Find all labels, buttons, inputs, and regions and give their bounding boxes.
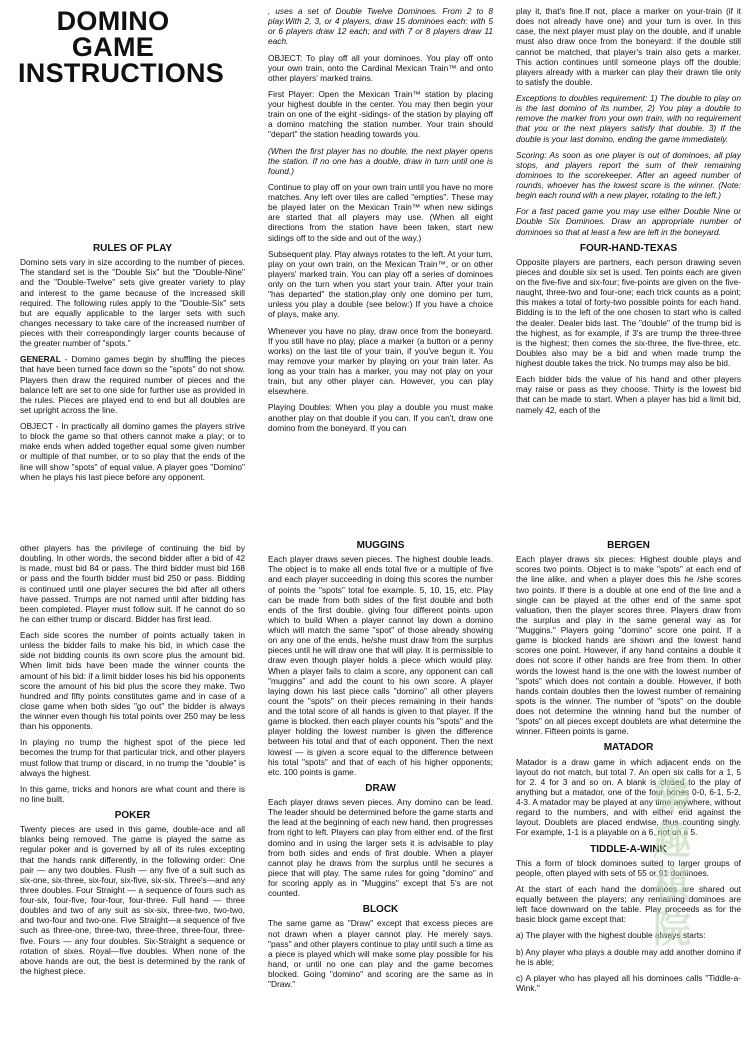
section-heading: MATADOR bbox=[603, 742, 654, 754]
watermark-stamp bbox=[648, 775, 696, 951]
paragraph: other players has the privilege of continuing the bid by doubling. In other words, the second bidder after a bid of 42 is made, must bid 84 or pass. The third bidder must bid 168 or pass and the fourth bidder must bid 250 or pass. Bidding is continued until one player secures the bid after all others have passed. Trumps are not named until after bidding has been completed. Player must follow suit. If he cannot do so he can either trump or discard. Bidder has first lead. bbox=[20, 543, 245, 624]
general-label: GENERAL bbox=[20, 354, 61, 365]
paragraph: Whenever you have no play, draw once from the boneyard. If you still have no play, place a marker (a button or a penny works) on the last tile of your train, if you've begun it. You may remove your marker by playing on your train later. As long as your train has a marker, you may not play on your train, but any other player can. However, you can play elsewhere. bbox=[268, 325, 493, 397]
section-heading: DRAW bbox=[365, 782, 396, 794]
title-line: GAME bbox=[71, 32, 155, 62]
paragraph: Domino sets vary in size according to the number of pieces. The standard set is the "Double Six" but the "Double-Nine" and the "Double-Twelve" sets give greater variety to play and interest to the game because of the increased skill required. The following rules apply to the "Double-Six" sets but are equally applicable to the larger sets with such changes necessary to take care of the increased number of pieces with their correspondingly larger counts because of the greater number of "spots." bbox=[20, 257, 245, 349]
paragraph: , uses a set of Double Twelve Dominoes. From 2 to 8 play.With 2, 3, or 4 players, draw 15 dominoes each: with 5 or 6 players draw 12 each; and with 7 or 8 players draw 11 each. bbox=[268, 6, 493, 47]
watermark-char: 院 bbox=[652, 906, 691, 951]
paragraph: The same game as "Draw" except that excess pieces are not drawn when a player cannot play. He merely says. "pass" and other players continue to play until such a time as a piece is played which will make some play possible for his hand, or until no one can play and the game becomes blocked. Going "domino" and scoring are the same as in "Draw." bbox=[268, 918, 493, 990]
paragraph: c) A player who has played all his dominoes calls "Tiddle-a-Wink." bbox=[516, 972, 741, 993]
paragraph: Each player draws seven pieces. The highest double leads. The object is to make all ends total five or a multiple of five and each player succeeding in doing this scores the number of points the "spots" total foe example. 5, 10, 15, etc. Play can be made from both sides of the first double and both ends of the first double. giving four different points upon which to build When a player cannot lay down a domino which will match the same "spot" of those already showing on any one of the ends, he/she must draw from the surplus pieces until he will draw one that will play. It is permissible to draw even though player holds a piece which would play. When a player fails to claim a score, any opponent can call "muggins" and add the count to his own score. A player laying down his last piece calls "domino" all other players count the "spots" on their pieces remaining in their hands and the total score of all hands is given to that player. If the game is blocked. then each player counts his "spots" and the player holding the lowest number is given the difference between his total and that of each opponent. Then the next lowest — is given a score equal to the difference between his total "spots" and that of each of his higher opponents; etc. 100 points is game. bbox=[268, 554, 493, 777]
paragraph: In this game, tricks and honors are what count and there is no line built. bbox=[20, 783, 245, 804]
title-line: DOMINO bbox=[56, 6, 170, 36]
paragraph: Subsequent play. Play always rotates to the left. At your turn, play on your own train, on the Mexican Train™, or on other players' marked train. You can play off a series of dominoes only on the turn when you start your train. After your train "has departed" the station,play only one domino per turn, unless you play a double (see below:) If you have a choice of plays, make any. bbox=[268, 248, 493, 320]
paragraph: Exceptions to doubles requirement: 1) The double to play on is the last domino of its number, 2) You play a double to remove the marker from your own train, with no requirement that you or the next players satisfy that double. 3) If the double is your last domino, ending the game immediately. bbox=[516, 93, 741, 144]
mexican-train-section bbox=[268, 6, 493, 530]
title-line: INSTRUCTIONS bbox=[18, 58, 225, 88]
paragraph: Each side scores the number of points actually taken in unless the bidder fails to make his bid, in which case the side not bidding counts its own score plus the amount bid. When limit bids have been made the winner counts the amount of his bid: if a limit bidder loses his bid his opponents score the amount of his bid plus the score they make. Two hundred and fifty points constitutes game and in case of a close game when both sides "go out" the bidder is always the winner even though his total points over 250 may be less than his opponents. bbox=[20, 630, 245, 732]
paragraph: OBJECT - In practically all domino games the players strive to block the game so that others cannot make a play; or to make ends when added together equal some given number or multiple of that number, or to so play that the ends of the line will show "spots" of equal value. A player goes "Domino" when he plays his last piece before any opponent. bbox=[20, 421, 245, 482]
paragraph: OBJECT: To play off all your dominoes. You play off onto your own train, onto the Cardinal Mexican Train™ and onto other players' marked trains. bbox=[268, 52, 493, 83]
paragraph bbox=[20, 354, 245, 415]
watermark-char: 趣 bbox=[652, 818, 691, 863]
section-heading: BLOCK bbox=[362, 904, 399, 916]
rules-of-play-section bbox=[20, 243, 245, 533]
general-text: - Domino games begin by shuffling the pieces that have been turned face down so the "spots" do not show. Players then draw the required number of pieces and the balance left are set to one side for further use as provided in the rules. Pieces are played end to end but all doubles are set upright across the line. bbox=[20, 354, 245, 415]
paragraph: Each player draws six pieces: Highest double plays and scores two points. Object is to make "spots" at each end of the line alike, and when a player does this he /she scores two points. If there is a double at one end of the line and a single can be played at the other end of the same spot valuation, then the player scores three. Players draw from the surplus and play in the same general way as for "Muggins." Players going "domino" score one point. If a game is blocked hands are shown and the lowest hand scores one point. However, if any hand contains a double it does not score if other hands are free from them. In other words the lowest hand is the one with the lowest number of "spots" which does not contain a double. However, if both hands contain doubles then the lowest number of remaining spots is the winner. The number of "spots" on the double does not determine the winning hand but the number of "spots" on all pieces except doublets are what determine the winner. Fifteen points is game. bbox=[516, 554, 741, 737]
paragraph: Twenty pieces are used in this game, double-ace and all blanks being removed. The game is played the same as regular poker and is governed by all of its rules excepting that the hands rank differently, in the following order: One pair — any two doubles. Flush — any five of a suit such as six-one, six-three, six-four, six-five, six-six. Three's—and any three doubles. Four Straight — a sequence of fours such as four-six, four-five, four-four, four-three. Full hand — three doubles and two of any suit as six-six, three-two, two-two, and two-four and two-one. Five Straight—a sequence of five such as three-one, three-two, three-three, three-four, three-five. Fours — any four doubles. Six-Straight a sequence or rotation of sixes. Royal—five doubles. When none of the above hands are out, the best is determined by the rank of the highest piece. bbox=[20, 824, 245, 976]
section-heading: RULES OF PLAY bbox=[92, 243, 173, 254]
paragraph: Each bidder bids the value of his hand and other players may raise or pass as they choose. Thirty is the lowest bid that can be made to start. When a player has bid a limit bid, namely 42, each of the bbox=[516, 374, 741, 415]
section-heading: MUGGINS bbox=[356, 540, 405, 551]
paragraph: For a fast paced game you may use either Double Nine or Double Six Dominoes. Draw an appropriate number of dominoes so that at least a few are left in the boneyard. bbox=[516, 206, 741, 237]
paragraph: Opposite players are partners, each person drawing seven pieces and double six set is used. Ten points each are given on the five-five and six-four; five-points are given on the five-naught, three-two and four-one; each trick counts as a point; this makes a total of forty-two possible points for each hand. Bidding is to the left of the one chosen to start who is called the dealer. Dealer bids last. The "double" of the trump bid is the highest, as for example, if 3's are trump the three-three is the highest; then comes the six-three, the five-three, etc. Doubles also may be a bid and when made trump the highest double takes the trick. No trumps may also be bid. bbox=[516, 256, 741, 369]
muggins-draw-block-section bbox=[268, 540, 493, 1058]
paragraph: (When the first player has no double, the next player opens the station. If no one has a double, draw in turn until one is found.) bbox=[268, 145, 493, 176]
section-heading: POKER bbox=[114, 810, 151, 821]
paragraph: This a form of block dominoes suited to larger groups of people, often played with sets of 55 or 91 dominoes. bbox=[516, 857, 741, 878]
paragraph: In playing no trump the highest spot of the piece led becomes the trump for that particular trick, and other players must follow that trump or discard, in no trump the "double" is always the highest. bbox=[20, 737, 245, 778]
paragraph: First Player: Open the Mexican Train™ station by placing your highest double in the center. You may then begin your train on one of the eight -sidings- of the station by playing off a domino matching the station number. Your train should "depart" the station heading towards you. bbox=[268, 88, 493, 140]
paragraph: a) The player with the highest double always starts: bbox=[516, 930, 706, 941]
paragraph: Continue to play off on your own train until you have no more matches. Any left over tiles are called "empties". These may be played later on the Mexican Train™ when new sidings are started that all players may use. (When all eight directions from the station have been taken, start new sidings off to the side and out of the way.) bbox=[268, 181, 493, 243]
paragraph: Playing Doubles: When you play a double you must make another play on that double if you can. If you can't, draw one domino from the boneyard. If you can bbox=[268, 402, 493, 433]
section-heading: BERGEN bbox=[607, 540, 650, 551]
page-title bbox=[18, 6, 225, 88]
paragraph: Each player draws seven pieces. Any domino can be lead. The leader should be determined before the game starts and the lead at the beginning of each new hand, then progresses from right to left. Players can play from either end. of the first domino and in using the larger sets it is advisable to play from both sides and ends of first double. When a player cannot play he draws from the surplus until he secures a piece that will play. The same rules for going "domino" and for scoring apply as in "Muggins" except that 5's are not counted. bbox=[268, 797, 493, 899]
watermark-char: 樂 bbox=[652, 774, 691, 819]
paragraph: play it, that's fine.If not, place a marker on your-train (if it does not already have one) and your turn is over. In this case, the next player must play on the double, and if unable must also draw once from the boneyard: if the double still cannot be matched, that player's train also gets a marker. This action continues until someone plays off the double: players already with a marker can play their drawn tile only to satisfy the double. bbox=[516, 6, 741, 87]
paragraph: b) Any player who plays a double may add another domino if he is able; bbox=[516, 946, 741, 967]
watermark-char: 棋 bbox=[652, 862, 691, 907]
paragraph: Scoring: As soon as one player is out of dominoes, all play stops, and players report the sum of their remaining dominoes to the scorekeeper. After an ageed number of rounds, whoever has the lowest score is the winner. (Note: begin each round with a new player, rotating to the left.) bbox=[516, 149, 741, 201]
paragraph: Matador is a draw game in which adjacent ends on the layout do not match, but total 7. An open six calls for a 1, 5 for 2. 4 for 3 and so on. A blank is closed to the play of anything but a matador, one of the four bones 0-0, 6-1, 5-2, 4-3. A matador may be played at any time anywhere, without regard to the numbers, and with either end against the layout. Doublets are placed endwise, thus counting singly. For example, 1-1 is a playable on a 6, not on a 5. bbox=[516, 756, 741, 838]
bergen-matador-tiddle-section bbox=[516, 540, 741, 1058]
section-heading: FOUR-HAND-TEXAS bbox=[579, 242, 678, 254]
paragraph: At the start of each hand the dominoes are shared out equally between the players; any remaining dominoes are left face downward on the table. Play proceeds as for the basic block game except that: bbox=[516, 883, 741, 925]
doubles-and-texas-section bbox=[516, 6, 741, 530]
section-heading: TIDDLE-A-WINK bbox=[590, 843, 667, 855]
bidding-and-poker-section bbox=[20, 543, 245, 1058]
